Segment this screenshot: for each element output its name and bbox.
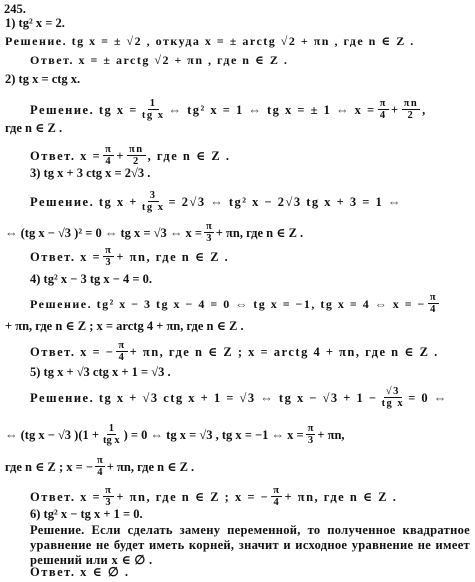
fraction-pi-3: $\frac{\pi}{3}$: [105, 245, 113, 268]
solution-2: Решение. tg x = $\frac{1}{\text{tg x}}$ ⇔ tg² x = 1 ⇔ tg x = ± 1 ⇔ x = $\frac{\pi}{4}$ + $\frac{\pi n}{2}$ ,: [30, 98, 427, 121]
fraction-pin-2: $\frac{\pi n}{2}$: [129, 144, 144, 167]
answer-3: Ответ. x = $\frac{\pi}{3}$ + πn, где n ∈ Z .: [30, 245, 230, 268]
problem-number: 245.: [4, 2, 26, 16]
solution-5-tail: где n ∈ Z ; x = − $\frac{\pi}{4}$ + πn, где n ∈ Z .: [5, 455, 195, 478]
fraction-sqrt3-tgx: $\frac{√3}{\text{tg x}}$: [381, 386, 405, 409]
task-4: 4) tg² x − 3 tg x − 4 = 0.: [30, 272, 152, 286]
fraction-pi-3: $\frac{\pi}{3}$: [307, 423, 314, 446]
fraction-pi-3: $\frac{\pi}{3}$: [105, 485, 113, 508]
solution-4: Решение. tg² x − 3 tg x − 4 = 0 ⇔ tg x = −1, tg x = 4 ⇔ x = − $\frac{\pi}{4}$: [30, 292, 438, 315]
solution-3: Решение. tg x + $\frac{3}{\text{tg x}}$ = 2√3 ⇔ tg² x − 2√3 tg x + 3 = 1 ⇔: [30, 190, 402, 213]
solution-6: Решение. Если сделать замену переменной, то полученное квадратное уравнение не будет иметь корней, значит и исходное уравнение не имеет решений или x ∈ ∅ .: [30, 523, 470, 567]
answer-1: Ответ. x = ± arctg √2 + πn , где n ∈ Z .: [30, 53, 289, 67]
solution-2-middle: ⇔ tg² x = 1 ⇔ tg x = ± 1 ⇔ x =: [168, 102, 376, 117]
fraction-pi-4: $\frac{\pi}{4}$: [429, 292, 438, 315]
task-3: 3) tg x + 3 ctg x = 2√3 .: [30, 166, 151, 180]
solution-5-factorized: ⇔ (tg x − √3 )(1 + $\frac{1}{\text{tg x}}$ ) = 0 ⇔ tg x = √3 , tg x = −1 ⇔ x = $\frac{\pi}{3}$ + πn,: [5, 423, 345, 446]
answer-2: Ответ. x = $\frac{\pi}{4}$ + $\frac{\pi n}{2}$ , где n ∈ Z .: [30, 144, 231, 167]
fraction-pi-4: $\frac{\pi}{4}$: [379, 98, 387, 121]
answer-5: Ответ. x = $\frac{\pi}{3}$ + πn, где n ∈ Z ; x = − $\frac{\pi}{4}$ + πn, где n ∈ Z .: [30, 485, 398, 508]
solution-2-tail: где n ∈ Z .: [5, 121, 63, 135]
fraction-1-tgx: $\frac{1}{\text{tg x}}$: [141, 98, 165, 121]
fraction-pi-4: $\frac{\pi}{4}$: [118, 340, 126, 363]
solution-5: Решение. tg x + √3 ctg x + 1 = √3 ⇔ tg x − √3 + 1 − $\frac{√3}{\text{tg x}}$ = 0 ⇔: [30, 386, 448, 409]
task-5: 5) tg x + √3 ctg x + 1 = √3 .: [30, 365, 171, 379]
fraction-3-tgx: $\frac{3}{\text{tg x}}$: [141, 190, 165, 213]
fraction-1-tgx: $\frac{1}{\text{tg x}}$: [103, 423, 120, 446]
solution-2-start: Решение. tg x =: [30, 102, 138, 117]
fraction-pin-2: $\frac{\pi n}{2}$: [403, 98, 419, 121]
fraction-pi-4: $\frac{\pi}{4}$: [273, 485, 281, 508]
task-6: 6) tg² x − tg x + 1 = 0.: [30, 507, 143, 521]
solution-3-continued: ⇔ (tg x − √3 )² = 0 ⇔ tg x = √3 ⇔ x = $\frac{\pi}{3}$ + πn, где n ∈ Z .: [5, 221, 304, 244]
task-2: 2) tg x = ctg x.: [5, 72, 81, 86]
fraction-pi-3: $\frac{\pi}{3}$: [206, 221, 212, 244]
fraction-pi-4: $\frac{\pi}{4}$: [105, 144, 113, 167]
fraction-pi-4: $\frac{\pi}{4}$: [97, 455, 103, 478]
task-1: 1) tg² x = 2.: [5, 16, 65, 30]
answer-4: Ответ. x = − $\frac{\pi}{4}$ + πn, где n ∈ Z ; x = arctg 4 + πn, где n ∈ Z .: [30, 340, 439, 363]
answer-6: Ответ. x ∈ ∅ .: [30, 565, 130, 579]
solution-4-continued: + πn, где n ∈ Z ; x = arctg 4 + πn, где n ∈ Z .: [5, 319, 244, 333]
solution-1: Решение. tg x = ± √2 , откуда x = ± arctg √2 + πn , где n ∈ Z .: [5, 34, 415, 48]
